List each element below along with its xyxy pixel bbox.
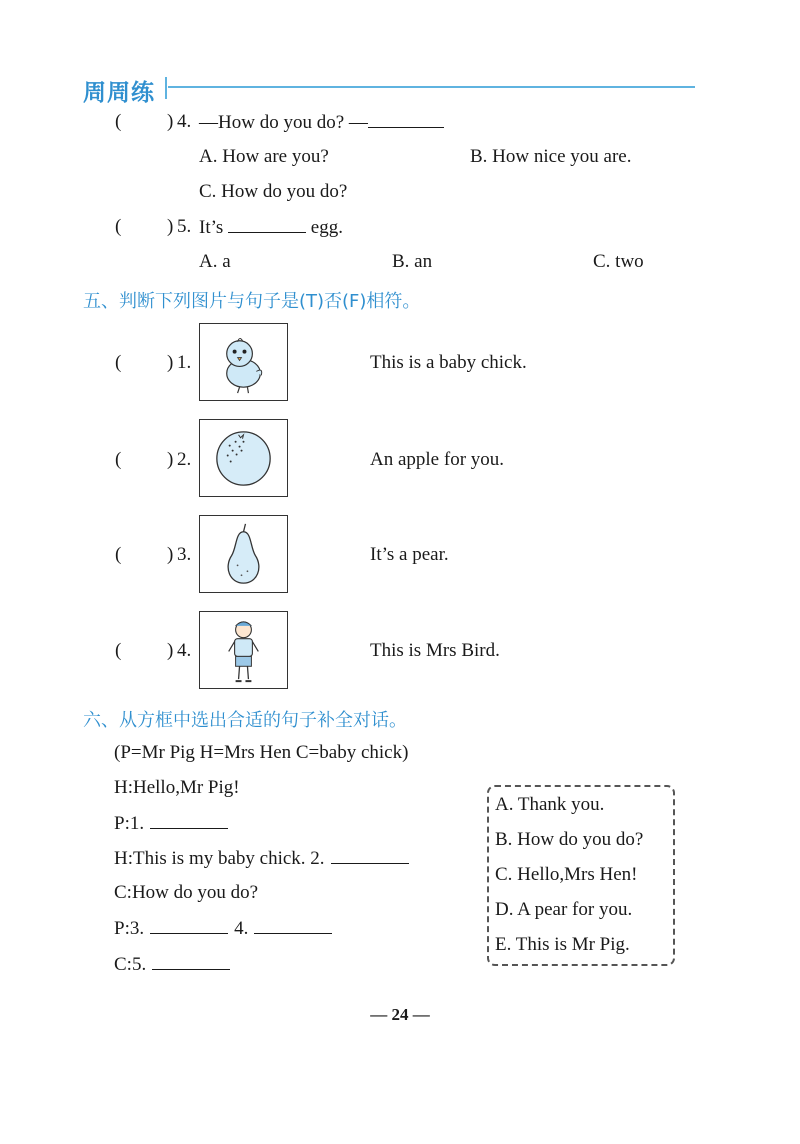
q5-number: 5.: [177, 216, 192, 237]
boy-picture: [199, 611, 288, 689]
q5-option-c: C. two: [593, 251, 644, 272]
blank-2[interactable]: [331, 847, 409, 864]
dialogue-line-6-text: C:5.: [114, 954, 147, 975]
q5-answer-paren-close: ): [167, 216, 174, 237]
q5-prompt-post: egg.: [310, 217, 343, 238]
s5-item3-paren-close: ): [167, 544, 174, 565]
s5-item1-number: 1.: [177, 352, 192, 373]
s5-item4-number: 4.: [177, 640, 192, 661]
q4-prompt: [199, 111, 444, 134]
q5-option-b: B. an: [392, 251, 433, 272]
section6-role-key: (P=Mr Pig H=Mrs Hen C=baby chick): [114, 742, 409, 763]
q5-prompt: [199, 216, 343, 239]
box-option-a: A. Thank you.: [495, 794, 605, 815]
s5-item1-paren-open: (: [115, 352, 122, 373]
box-option-e: E. This is Mr Pig.: [495, 934, 630, 955]
dialogue-line-3: [114, 847, 409, 870]
dialogue-line-6: [114, 953, 230, 976]
box-option-c: C. Hello,Mrs Hen!: [495, 864, 638, 885]
s5-item1-paren-close: ): [167, 352, 174, 373]
q4-option-a: A. How are you?: [199, 146, 329, 167]
dialogue-line-4: C:How do you do?: [114, 882, 259, 903]
q4-answer-paren-open: (: [115, 111, 122, 132]
dialogue-line-5-text: P:3.: [114, 918, 145, 939]
s5-item4-paren-close: ): [167, 640, 174, 661]
q4-number: 4.: [177, 111, 192, 132]
blank-5[interactable]: [152, 953, 230, 970]
s5-item2-paren-open: (: [115, 449, 122, 470]
s5-item4-sentence: This is Mrs Bird.: [370, 640, 500, 661]
box-option-d: D. A pear for you.: [495, 899, 633, 920]
q5-answer-paren-open: (: [115, 216, 122, 237]
s5-item4-paren-open: (: [115, 640, 122, 661]
header-divider-tick: [165, 77, 167, 99]
orange-icon: [200, 420, 287, 496]
q4-prompt-text: —How do you do? —: [199, 112, 368, 133]
s5-item3-paren-open: (: [115, 544, 122, 565]
s5-item3-sentence: It’s a pear.: [370, 544, 449, 565]
s5-item2-sentence: An apple for you.: [370, 449, 505, 470]
dialogue-line-3-text: H:This is my baby chick. 2.: [114, 848, 325, 869]
q5-answer-blank[interactable]: [228, 216, 306, 233]
boy-icon: [200, 612, 287, 688]
page-number: — 24 —: [370, 1005, 430, 1024]
q4-answer-blank[interactable]: [368, 111, 444, 128]
blank-1[interactable]: [150, 812, 228, 829]
dialogue-line-1: H:Hello,Mr Pig!: [114, 777, 240, 798]
dialogue-line-5-b: 4.: [234, 918, 249, 939]
s5-item3-number: 3.: [177, 544, 192, 565]
header-rule: [168, 86, 695, 88]
orange-picture: [199, 419, 288, 497]
dialogue-line-2-text: P:1.: [114, 813, 145, 834]
s5-item1-sentence: This is a baby chick.: [370, 352, 527, 373]
blank-4[interactable]: [254, 917, 332, 934]
section6-heading: 六、从方框中选出合适的句子补全对话。: [83, 710, 407, 731]
box-option-b: B. How do you do?: [495, 829, 644, 850]
baby-chick-picture: [199, 323, 288, 401]
s5-item2-paren-close: ): [167, 449, 174, 470]
section5-heading: 五、判断下列图片与句子是(T)否(F)相符。: [83, 291, 421, 312]
pear-picture: [199, 515, 288, 593]
dialogue-line-2: [114, 812, 228, 835]
baby-chick-icon: [200, 324, 287, 400]
blank-3[interactable]: [150, 917, 228, 934]
q5-prompt-pre: It’s: [199, 217, 224, 238]
pear-icon: [200, 516, 287, 592]
q4-answer-paren-close: ): [167, 111, 174, 132]
s5-item2-number: 2.: [177, 449, 192, 470]
dialogue-line-5: [114, 917, 332, 940]
page-title: 周周练: [83, 80, 155, 106]
q4-option-b: B. How nice you are.: [470, 146, 632, 167]
q5-option-a: A. a: [199, 251, 231, 272]
q4-option-c: C. How do you do?: [199, 181, 348, 202]
